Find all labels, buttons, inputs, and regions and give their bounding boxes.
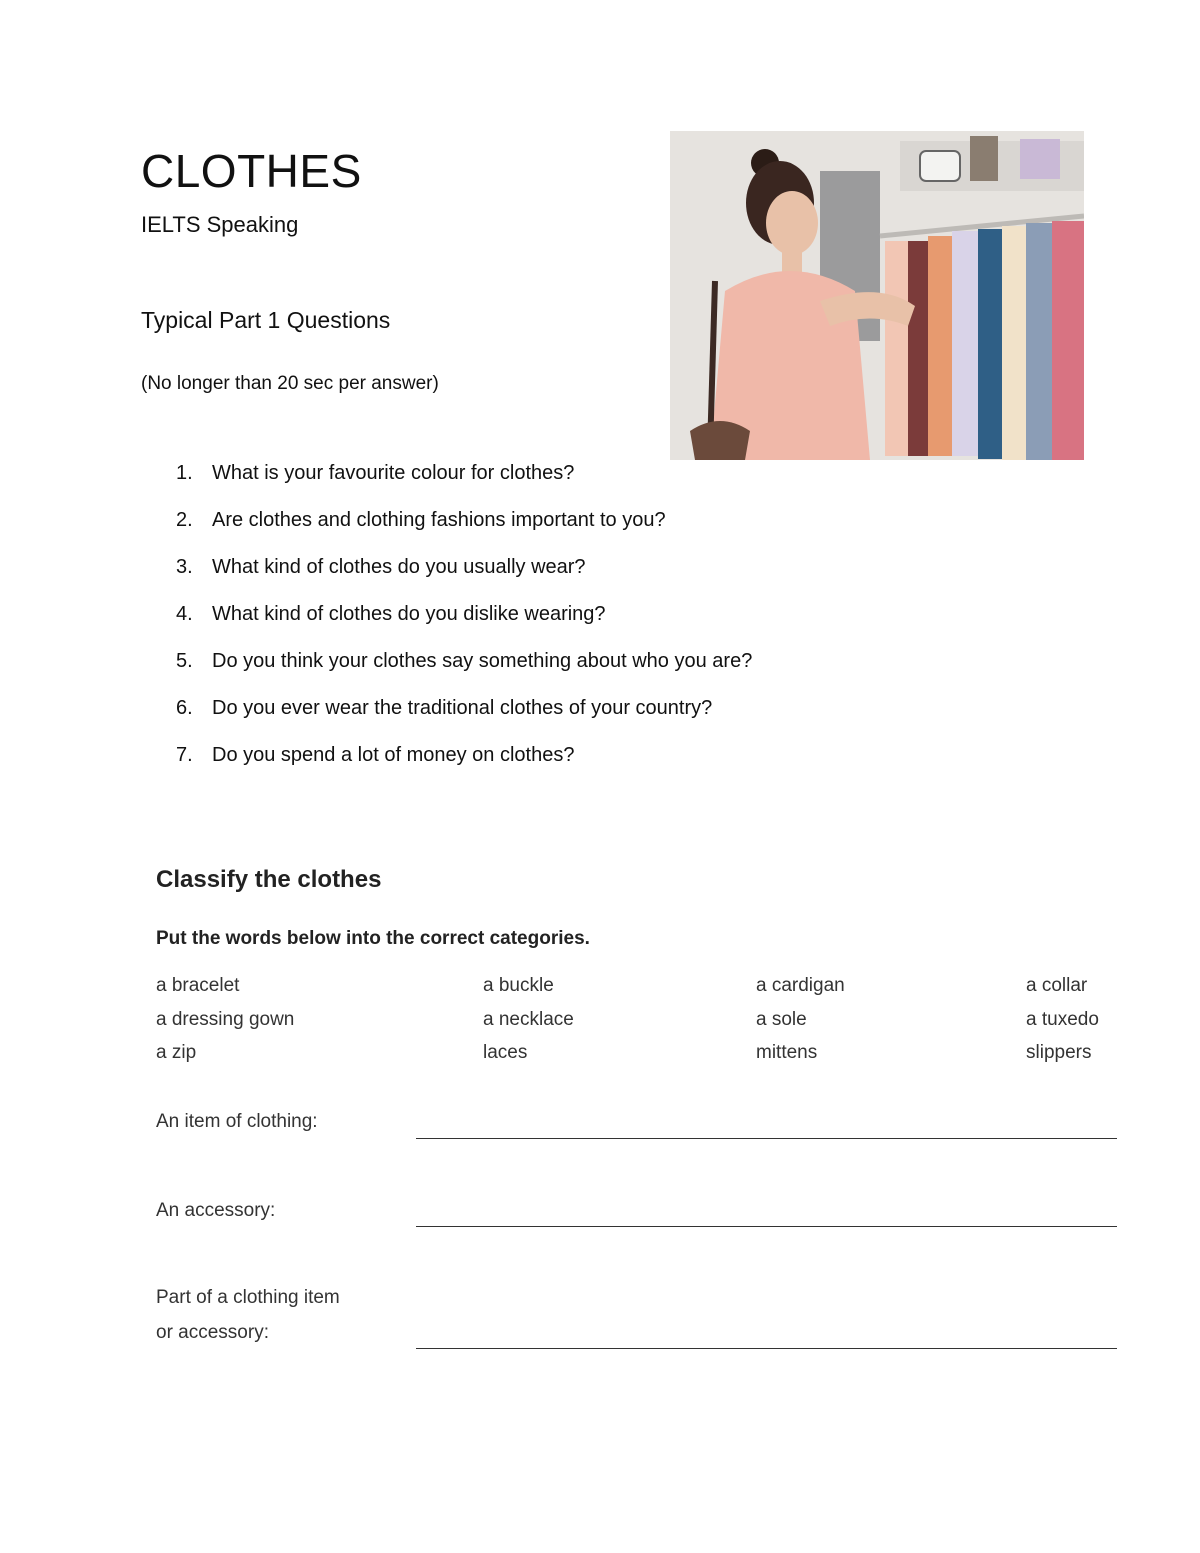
word-bank-item: a bracelet xyxy=(156,975,240,996)
question-list xyxy=(176,450,752,779)
question-number: 5. xyxy=(176,650,193,672)
list-item xyxy=(176,591,752,638)
word-bank-item: laces xyxy=(483,1042,528,1063)
question-text: Do you spend a lot of money on clothes? xyxy=(212,744,575,766)
category-label-part: Part of a clothing item xyxy=(156,1287,340,1308)
question-number: 6. xyxy=(176,697,193,719)
category-label-accessory: An accessory: xyxy=(156,1200,276,1221)
page-subtitle: IELTS Speaking xyxy=(141,212,299,237)
word-bank-item: a sole xyxy=(756,1009,807,1030)
category-label-part-continued: or accessory: xyxy=(156,1322,269,1343)
category-label-clothing: An item of clothing: xyxy=(156,1111,318,1132)
word-bank-item: slippers xyxy=(1026,1042,1092,1063)
question-number: 3. xyxy=(176,556,193,578)
word-bank-item: a zip xyxy=(156,1042,197,1063)
word-bank-item: a cardigan xyxy=(756,975,845,996)
word-bank xyxy=(156,975,1136,1080)
answer-line-accessory[interactable] xyxy=(416,1226,1117,1227)
word-bank-item: mittens xyxy=(756,1042,818,1063)
classify-title: Classify the clothes xyxy=(156,866,382,893)
question-text: What kind of clothes do you dislike wearing? xyxy=(212,603,606,625)
question-text: Do you ever wear the traditional clothes of your country? xyxy=(212,697,713,719)
list-item xyxy=(176,450,752,497)
part1-heading: Typical Part 1 Questions xyxy=(141,307,391,333)
list-item xyxy=(176,497,752,544)
answer-line-part[interactable] xyxy=(416,1348,1117,1349)
answer-line-clothing[interactable] xyxy=(416,1138,1117,1139)
page-title: CLOTHES xyxy=(141,145,362,197)
list-item xyxy=(176,544,752,591)
woman-shopping-photo xyxy=(670,131,1084,460)
question-number: 1. xyxy=(176,462,193,484)
question-text: What is your favourite colour for clothes? xyxy=(212,462,575,484)
word-bank-item: a tuxedo xyxy=(1026,1009,1099,1030)
word-bank-item: a collar xyxy=(1026,975,1088,996)
time-note: (No longer than 20 sec per answer) xyxy=(141,373,439,394)
word-bank-item: a dressing gown xyxy=(156,1009,295,1030)
question-number: 2. xyxy=(176,509,193,531)
classify-instructions: Put the words below into the correct categories. xyxy=(156,928,590,949)
question-number: 4. xyxy=(176,603,193,625)
question-text: Do you think your clothes say something about who you are? xyxy=(212,650,753,672)
list-item xyxy=(176,732,752,779)
question-number: 7. xyxy=(176,744,193,766)
list-item xyxy=(176,685,752,732)
question-text: Are clothes and clothing fashions important to you? xyxy=(212,509,666,531)
word-bank-item: a buckle xyxy=(483,975,554,996)
question-text: What kind of clothes do you usually wear? xyxy=(212,556,586,578)
word-bank-item: a necklace xyxy=(483,1009,574,1030)
list-item xyxy=(176,638,752,685)
